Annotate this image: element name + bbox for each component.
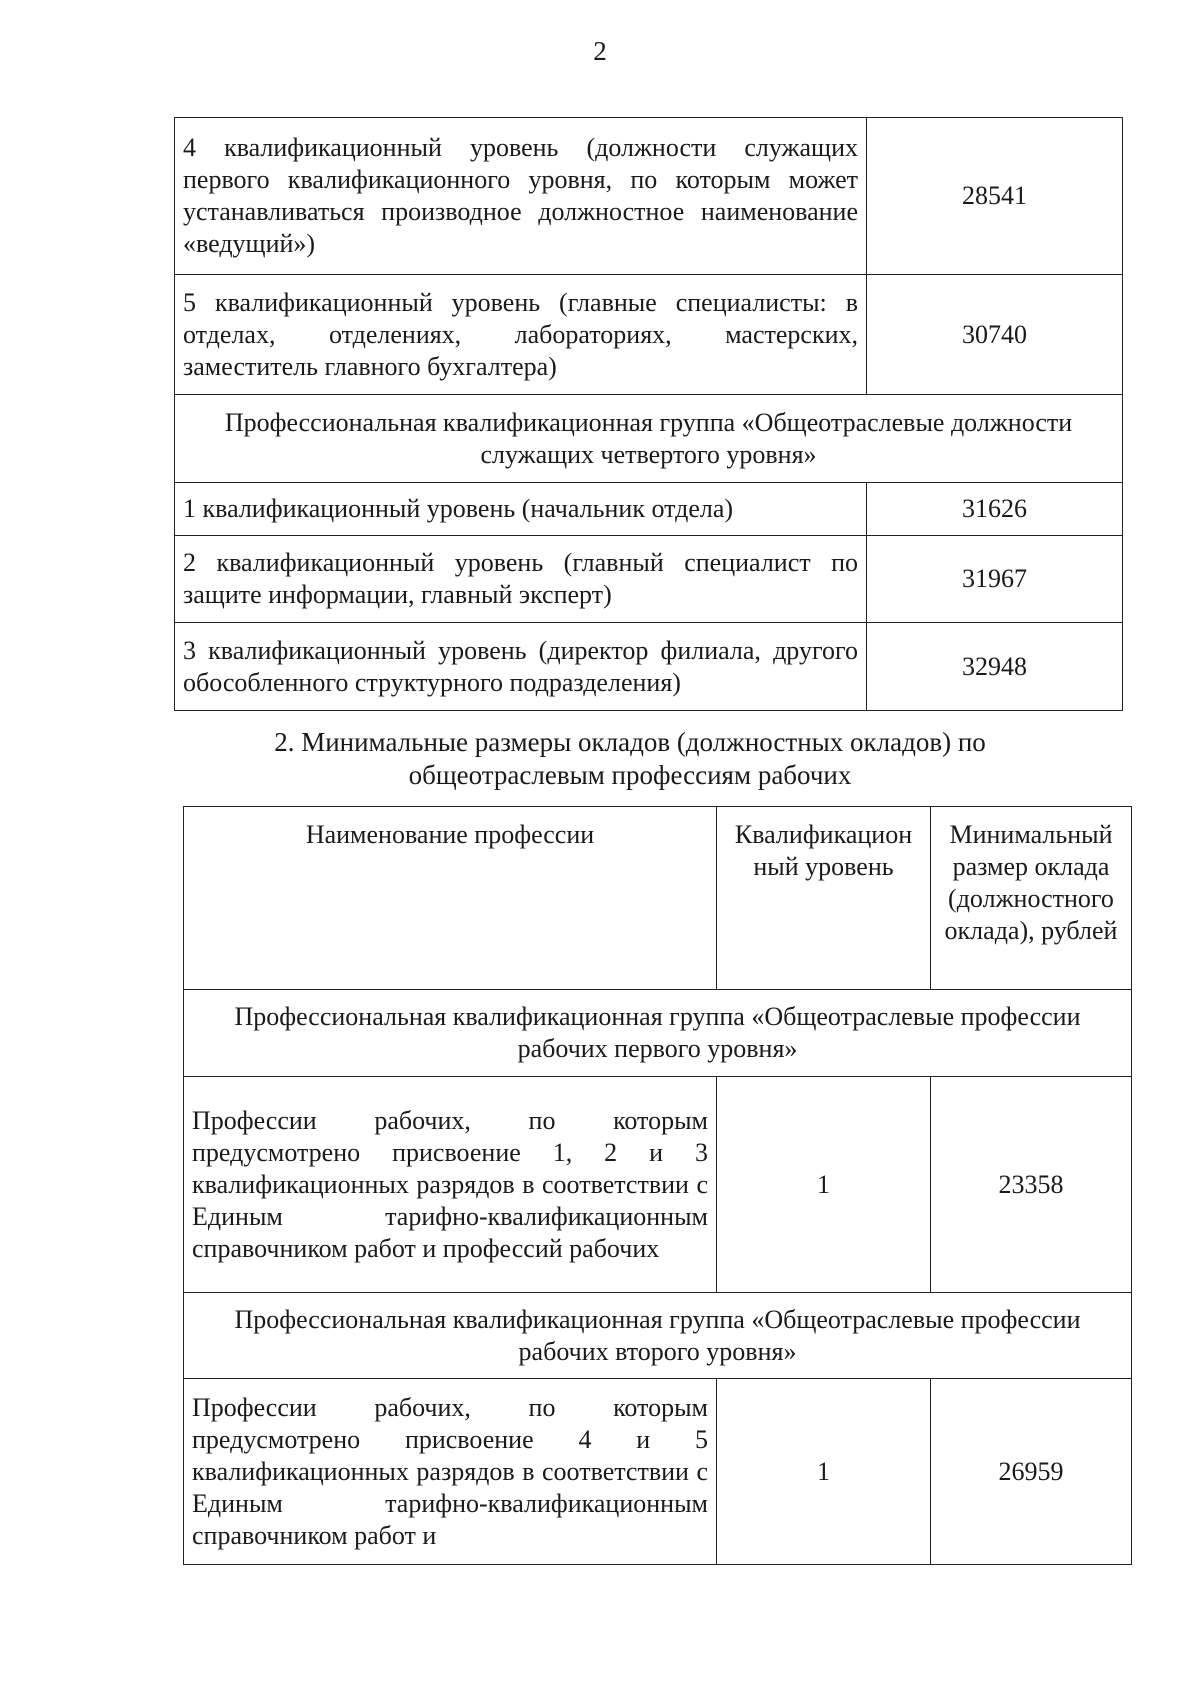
page-number: 2 [593, 36, 607, 66]
salary-value: 30740 [867, 275, 1123, 395]
salary-value: 31967 [867, 536, 1123, 623]
group-header: Профессиональная квалификационная группа «Общеотраслевые должности служащих четвертого уровня» [175, 395, 1123, 483]
column-header-level: Квалификацион ный уровень [717, 807, 931, 990]
table-header-row [184, 807, 1132, 990]
column-header-profession: Наименование профессии [184, 807, 717, 990]
table-row [175, 623, 1123, 711]
qualification-level: 1 [717, 1379, 931, 1565]
salary-table-workers [183, 806, 1132, 1565]
qualification-level-desc: 4 квалификационный уровень (должности служащих первого квалификационного уровня, по которым может устанавливаться производное должностное наименование «ведущий») [175, 118, 867, 275]
salary-value: 31626 [867, 483, 1123, 536]
qualification-level: 1 [717, 1077, 931, 1293]
group-header-row [184, 1293, 1132, 1379]
table-row [175, 275, 1123, 395]
salary-value: 32948 [867, 623, 1123, 711]
group-header: Профессиональная квалификационная группа «Общеотраслевые профессии рабочих первого уровня» [184, 990, 1132, 1077]
group-header-row [175, 395, 1123, 483]
salary-table-employees [174, 117, 1123, 711]
qualification-level-desc: 2 квалификационный уровень (главный специалист по защите информации, главный эксперт) [175, 536, 867, 623]
salary-value: 26959 [931, 1379, 1132, 1565]
section-heading: 2. Минимальные размеры окладов (должностных окладов) по общеотраслевым профессиям рабочих [274, 727, 986, 790]
profession-desc: Профессии рабочих, по которым предусмотрено присвоение 1, 2 и 3 квалификационных разрядов в соответствии с Единым тарифно-квалификационным справочником работ и профессий рабочих [184, 1077, 717, 1293]
qualification-level-desc: 1 квалификационный уровень (начальник отдела) [175, 483, 867, 536]
table-row [184, 1379, 1132, 1565]
column-header-salary: Минимальный размер оклада (должностного оклада), рублей [931, 807, 1132, 990]
salary-value: 23358 [931, 1077, 1132, 1293]
qualification-level-desc: 3 квалификационный уровень (директор филиала, другого обособленного структурного подразделения) [175, 623, 867, 711]
profession-desc: Профессии рабочих, по которым предусмотрено присвоение 4 и 5 квалификационных разрядов в соответствии с Единым тарифно-квалификационным справочником работ и [184, 1379, 717, 1565]
table-row [175, 536, 1123, 623]
salary-value: 28541 [867, 118, 1123, 275]
qualification-level-desc: 5 квалификационный уровень (главные специалисты: в отделах, отделениях, лабораториях, мастерских, заместитель главного бухгалтера) [175, 275, 867, 395]
group-header: Профессиональная квалификационная группа «Общеотраслевые профессии рабочих второго уровня» [184, 1293, 1132, 1379]
table-row [175, 118, 1123, 275]
group-header-row [184, 990, 1132, 1077]
table-row [184, 1077, 1132, 1293]
table-row [175, 483, 1123, 536]
